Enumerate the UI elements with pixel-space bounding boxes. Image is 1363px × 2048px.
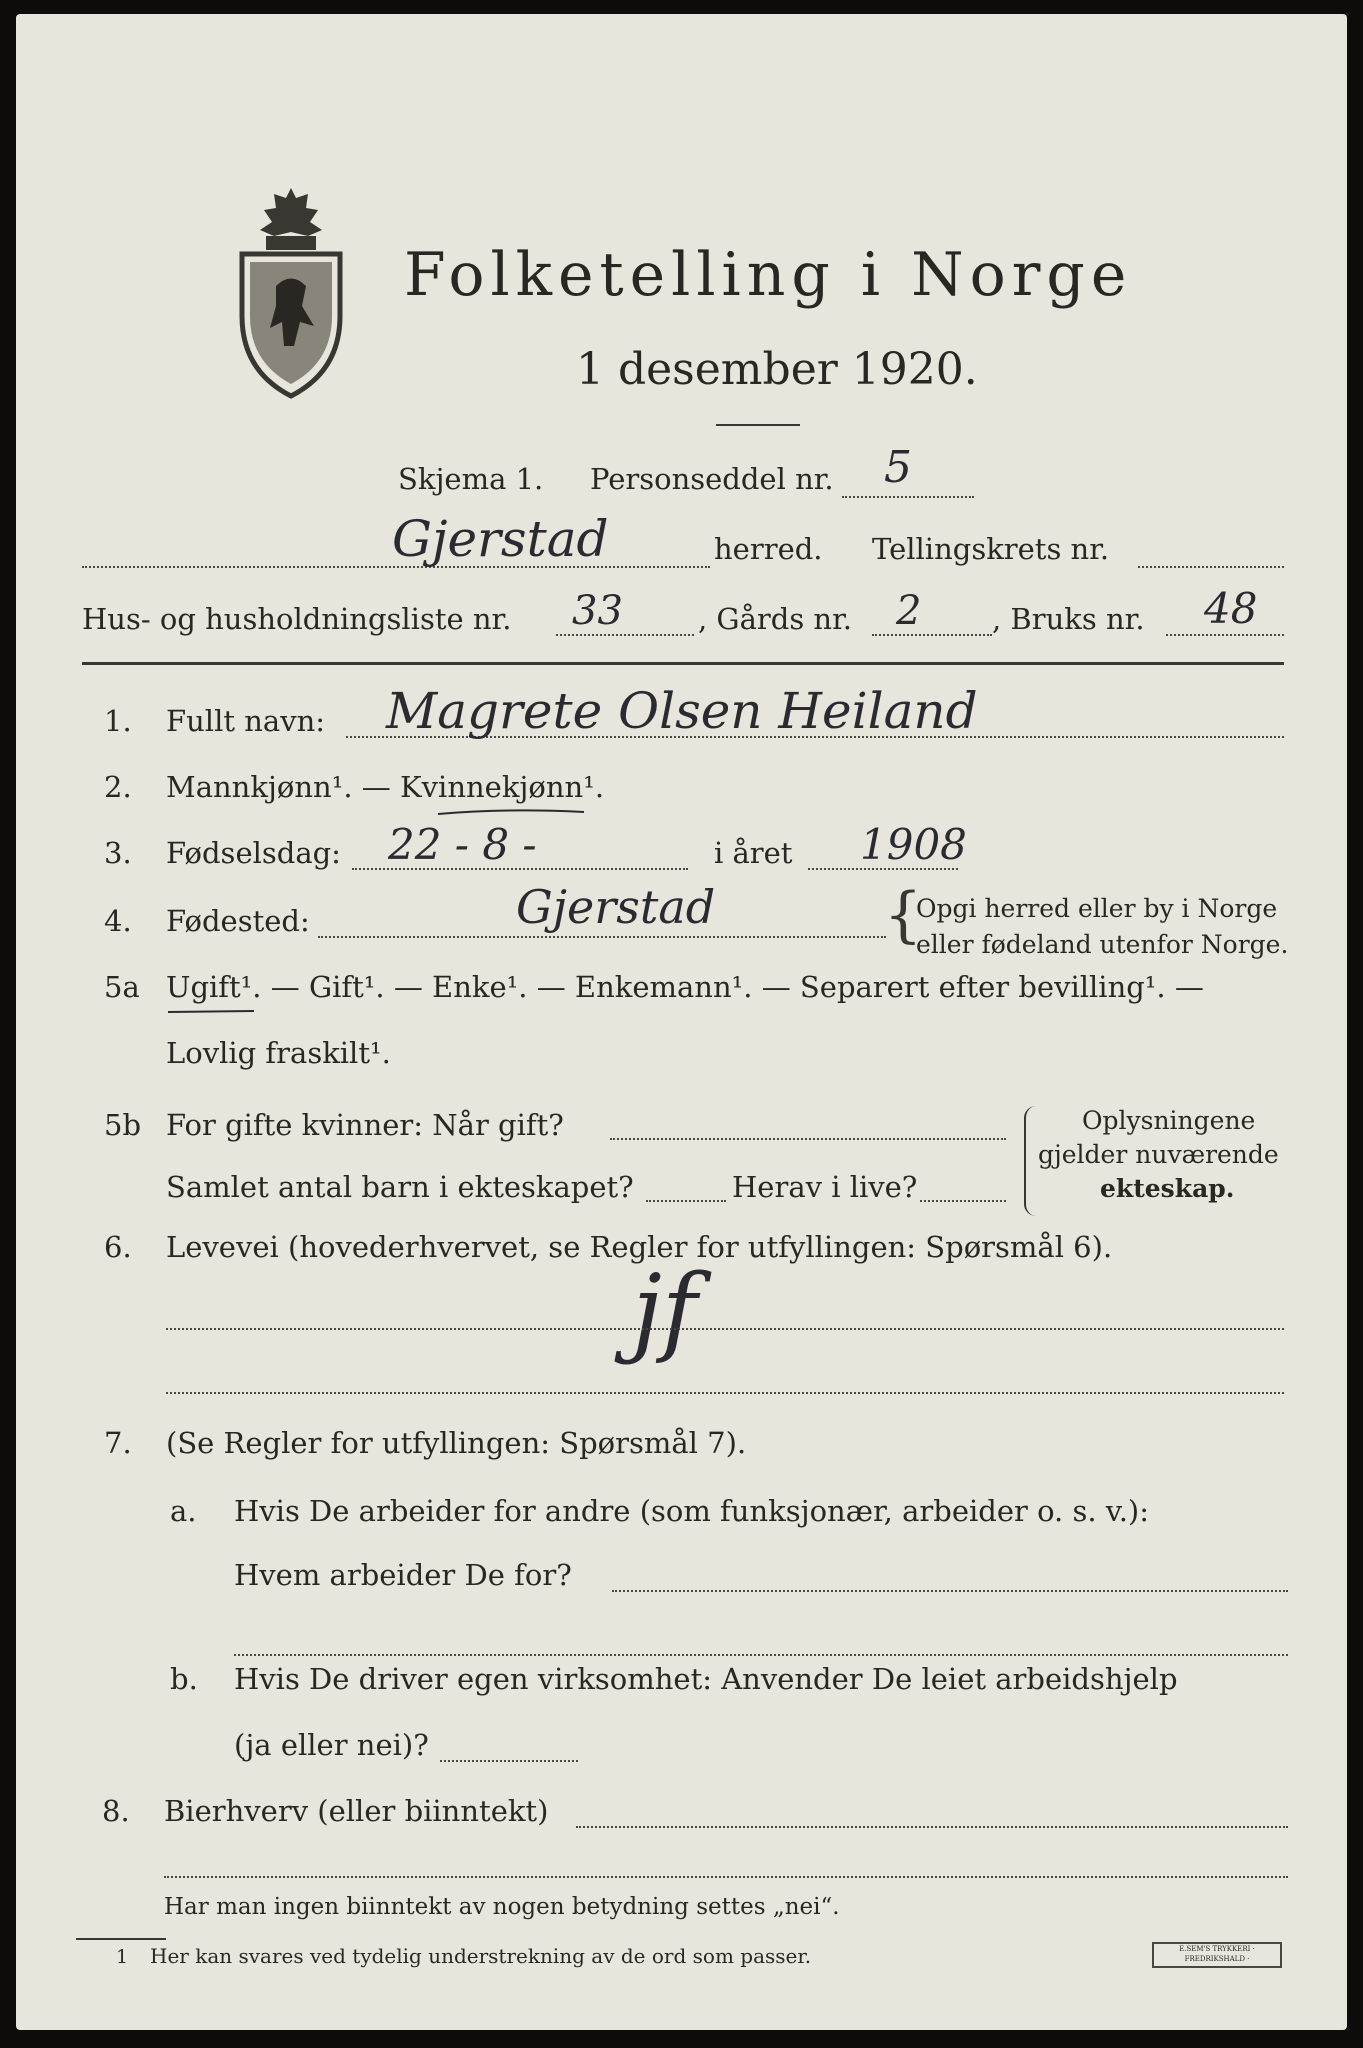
tellingskrets-line — [1138, 566, 1284, 568]
ugift-underline — [166, 1006, 256, 1016]
q5b-alive-line — [920, 1200, 1006, 1202]
q7a-employer-line — [612, 1590, 1288, 1592]
q3-label: Fødselsdag: — [166, 836, 341, 870]
herred-label: herred. — [714, 532, 823, 566]
q3-year-label: i året — [714, 836, 793, 870]
marital-status-label: Ugift¹. — Gift¹. — Enke¹. — Enkemann¹. — Separert efter bevilling¹. — — [166, 970, 1204, 1004]
gards-value[interactable]: 2 — [896, 588, 922, 634]
printer-stamp — [1152, 1942, 1282, 1968]
q5b-children-label: Samlet antal barn i ekteskapet? — [166, 1170, 634, 1204]
q1-label: Fullt navn: — [166, 704, 326, 738]
q8-line — [576, 1826, 1288, 1828]
q7b-line — [440, 1760, 578, 1762]
q7a-number: a. — [170, 1494, 197, 1528]
gards-line — [872, 634, 992, 636]
q4-number: 4. — [104, 904, 132, 938]
q5b-note-2: gjelder nuværende — [1038, 1140, 1279, 1169]
norway-coat-of-arms-icon — [236, 186, 346, 401]
q4-line — [318, 936, 886, 938]
q4-note-2: eller fødeland utenfor Norge. — [916, 930, 1289, 959]
bruks-value[interactable]: 48 — [1204, 584, 1258, 633]
footnote-divider — [76, 1938, 166, 1940]
bruks-line — [1166, 634, 1284, 636]
q6-number: 6. — [104, 1230, 132, 1264]
gender-label: Mannkjønn¹. — Kvinnekjønn¹. — [166, 770, 605, 804]
q8-number: 8. — [102, 1794, 130, 1828]
q5b-note-1: Oplysningene — [1082, 1106, 1256, 1135]
census-date: 1 desember 1920. — [576, 344, 978, 395]
tellingskrets-label: Tellingskrets nr. — [872, 532, 1110, 566]
birthdate-value[interactable]: 22 - 8 - — [388, 820, 537, 869]
kvinnekjonn-underline — [436, 806, 586, 818]
census-form-page — [16, 14, 1347, 2030]
q6-line-1 — [166, 1328, 1284, 1330]
hus-line — [556, 634, 694, 636]
q6-label: Levevei (hovederhvervet, se Regler for utfyllingen: Spørsmål 6). — [166, 1230, 1113, 1264]
printer-stamp-text: E.SEM'S TRYKKERI · FREDRIKSHALD · — [1179, 1945, 1255, 1963]
gards-label: , Gårds nr. — [698, 602, 852, 636]
personseddel-label: Personseddel nr. — [590, 462, 834, 496]
q2-number: 2. — [104, 770, 132, 804]
q5a-number: 5a — [104, 970, 140, 1004]
hus-value[interactable]: 33 — [572, 588, 623, 634]
personseddel-line — [842, 496, 974, 498]
marital-status-label-2: Lovlig fraskilt¹. — [166, 1036, 391, 1070]
q5b-label: For gifte kvinner: Når gift? — [166, 1108, 564, 1142]
q6-line-2 — [166, 1392, 1284, 1394]
q4-brace: { — [884, 880, 923, 950]
q8-label: Bierhverv (eller biinntekt) — [164, 1794, 549, 1828]
q7a-line-2 — [234, 1654, 1288, 1656]
q5b-children-line — [646, 1200, 726, 1202]
q5b-number: 5b — [104, 1108, 142, 1142]
q5b-alive-label: Herav i live? — [732, 1170, 918, 1204]
q4-note-1: Opgi herred eller by i Norge — [916, 894, 1278, 923]
q4-label: Fødested: — [166, 904, 310, 938]
birth-year-value[interactable]: 1908 — [860, 820, 967, 869]
hus-label: Hus- og husholdningsliste nr. — [82, 602, 512, 636]
q7a-employer-label: Hvem arbeider De for? — [234, 1558, 572, 1592]
q7b-label-2: (ja eller nei)? — [234, 1728, 429, 1762]
q5b-note-3: ekteskap. — [1100, 1174, 1235, 1203]
footnote-text: Her kan svares ved tydelig understrekning av de ord som passer. — [150, 1944, 812, 1968]
q1-number: 1. — [104, 704, 132, 738]
q7b-label: Hvis De driver egen virksomhet: Anvender De leiet arbeidshjelp — [234, 1662, 1178, 1696]
personseddel-value[interactable]: 5 — [884, 442, 912, 493]
q7-label: (Se Regler for utfyllingen: Spørsmål 7). — [166, 1426, 747, 1460]
section-divider — [82, 662, 1284, 665]
herred-value[interactable]: Gjerstad — [392, 510, 609, 568]
birthplace-value[interactable]: Gjerstad — [516, 880, 716, 934]
q7b-number: b. — [170, 1662, 198, 1696]
q8-line-2 — [164, 1876, 1288, 1878]
title-divider — [716, 424, 800, 426]
q3-number: 3. — [104, 836, 132, 870]
form-title: Folketelling i Norge — [404, 240, 1133, 310]
skjema-label: Skjema 1. — [398, 462, 544, 496]
footnote-number: 1 — [116, 1946, 129, 1968]
q5b-married-line — [610, 1138, 1006, 1140]
full-name-value[interactable]: Magrete Olsen Heiland — [386, 682, 978, 740]
no-income-note: Har man ingen biinntekt av nogen betydning settes „nei“. — [164, 1894, 840, 1920]
bruks-label: , Bruks nr. — [992, 602, 1145, 636]
occupation-value[interactable]: jf — [632, 1254, 698, 1366]
q7a-label: Hvis De arbeider for andre (som funksjonær, arbeider o. s. v.): — [234, 1494, 1150, 1528]
q7-number: 7. — [104, 1426, 132, 1460]
